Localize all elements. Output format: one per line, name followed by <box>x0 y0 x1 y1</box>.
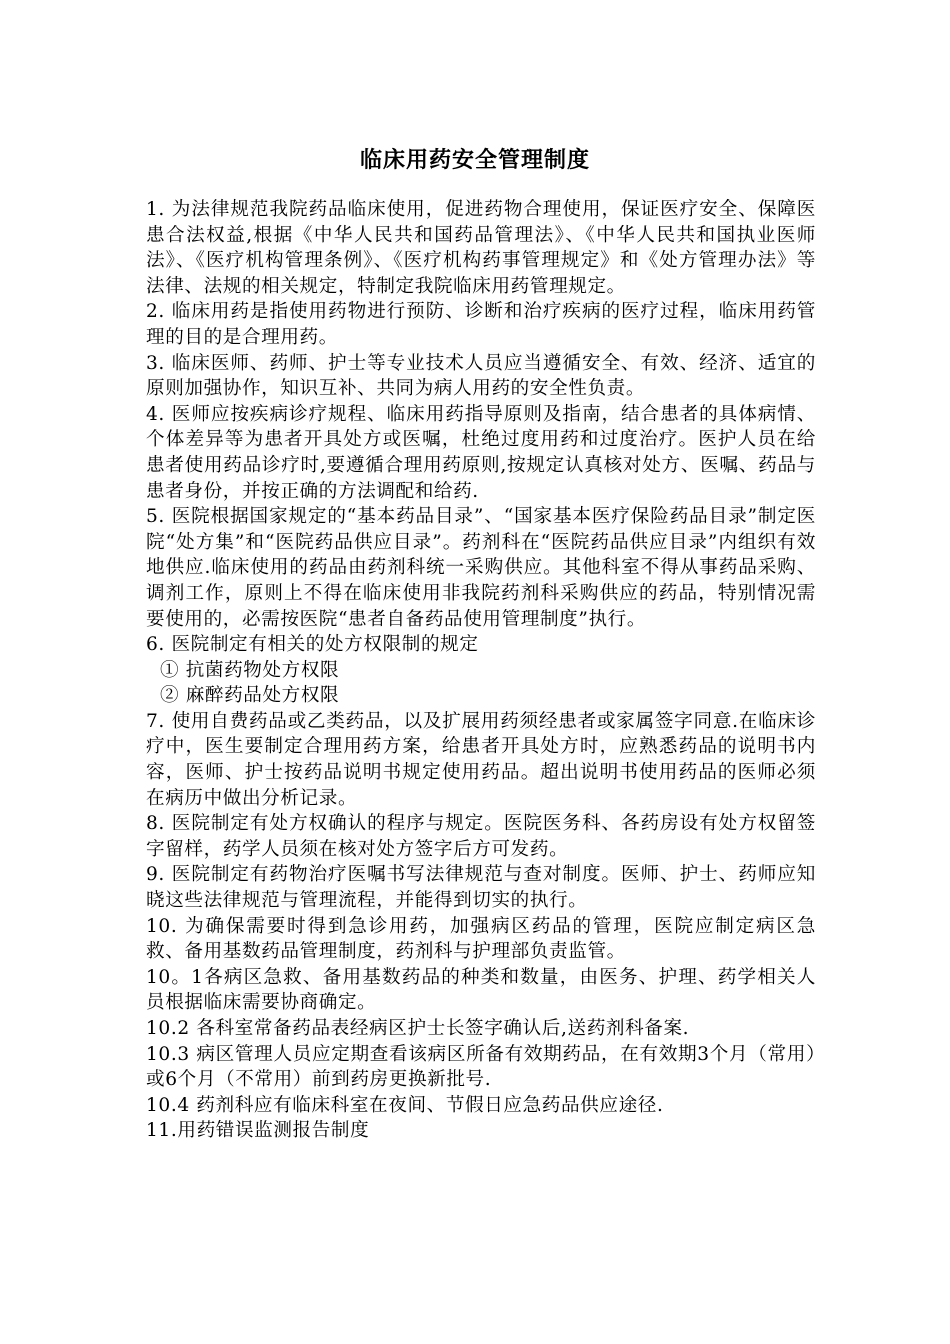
paragraph-10-3: 10.3 病区管理人员应定期查看该病区所备有效期药品，在有效期3个月（常用）或6个月（不常用）前到药房更换新批号. <box>146 1043 816 1091</box>
paragraph-10: 10. 为确保需要时得到急诊用药，加强病区药品的管理，医院应制定病区急救、备用基数药品管理制度，药剂科与护理部负责监管。 <box>146 915 816 963</box>
paragraph-10-2: 10.2 各科室常备药品表经病区护士长签字确认后,送药剂科备案. <box>146 1018 690 1039</box>
paragraph-2: 2. 临床用药是指使用药物进行预防、诊断和治疗疾病的医疗过程，临床用药管理的目的是合理用药。 <box>146 301 816 348</box>
paragraph-10-4: 10.4 药剂科应有临床科室在夜间、节假日应急药品供应途径. <box>146 1094 664 1116</box>
paragraph-4: 4. 医师应按疾病诊疗规程、临床用药指导原则及指南，结合患者的具体病情、个体差异等为患者开具处方或医嘱，杜绝过度用药和过度治疗。医护人员在给患者使用药品诊疗时,要遵循合理用药原则,按规定认真核对处方、医嘱、药品与患者身份，并按正确的方法调配和给药. <box>146 403 816 502</box>
paragraph-3: 3. 临床医师、药师、护士等专业技术人员应当遵循安全、有效、经济、适宜的原则加强协作，知识互补、共同为病人用药的安全性负责。 <box>146 352 816 400</box>
paragraph-5: 5. 医院根据国家规定的“基本药品目录”、“国家基本医疗保险药品目录”制定医院“处方集”和“医院药品供应目录”。药剂科在“医院药品供应目录”内组织有效地供应.临床使用的药品由药剂科统一采购供应。其他科室不得从事药品采购、调剂工作，原则上不得在临床使用非我院药剂科采购供应的药品，特别情况需要使用的，必需按医院“患者自备药品使用管理制度”执行。 <box>146 506 816 630</box>
document-body <box>146 197 816 1144</box>
paragraph-9: 9. 医院制定有药物治疗医嘱书写法律规范与查对制度。医师、护士、药师应知晓这些法律规范与管理流程，并能得到切实的执行。 <box>146 864 816 912</box>
paragraph-10-1: 10。1各病区急救、备用基数药品的种类和数量，由医务、护理、药学相关人员根据临床需要协商确定。 <box>146 966 816 1014</box>
paragraph-6: 6. 医院制定有相关的处方权限制的规定 <box>146 634 479 656</box>
paragraph-6-item-1: ① 抗菌药物处方权限 <box>160 659 340 681</box>
paragraph-7: 7. 使用自费药品或乙类药品，以及扩展用药须经患者或家属签字同意.在临床诊疗中，医生要制定合理用药方案，给患者开具处方时，应熟悉药品的说明书内容，医师、护士按药品说明书规定使用药品。超出说明书使用药品的医师必须在病历中做出分析记录。 <box>146 710 816 809</box>
paragraph-6-item-2: ② 麻醉药品处方权限 <box>160 685 340 707</box>
paragraph-1: 1. 为法律规范我院药品临床使用，促进药物合理使用，保证医疗安全、保障医患合法权益,根据《中华人民共和国药品管理法》、《中华人民共和国执业医师法》、《医疗机构管理条例》、《医疗机构药事管理规定》和《处方管理办法》等法律、法规的相关规定，特制定我院临床用药管理规定。 <box>146 199 816 297</box>
document-title: 临床用药安全管理制度 <box>359 148 590 173</box>
paragraph-8: 8. 医院制定有处方权确认的程序与规定。医院医务科、各药房设有处方权留签字留样，药学人员须在核对处方签字后方可发药。 <box>146 813 816 860</box>
paragraph-11: 11.用药错误监测报告制度 <box>146 1120 370 1142</box>
